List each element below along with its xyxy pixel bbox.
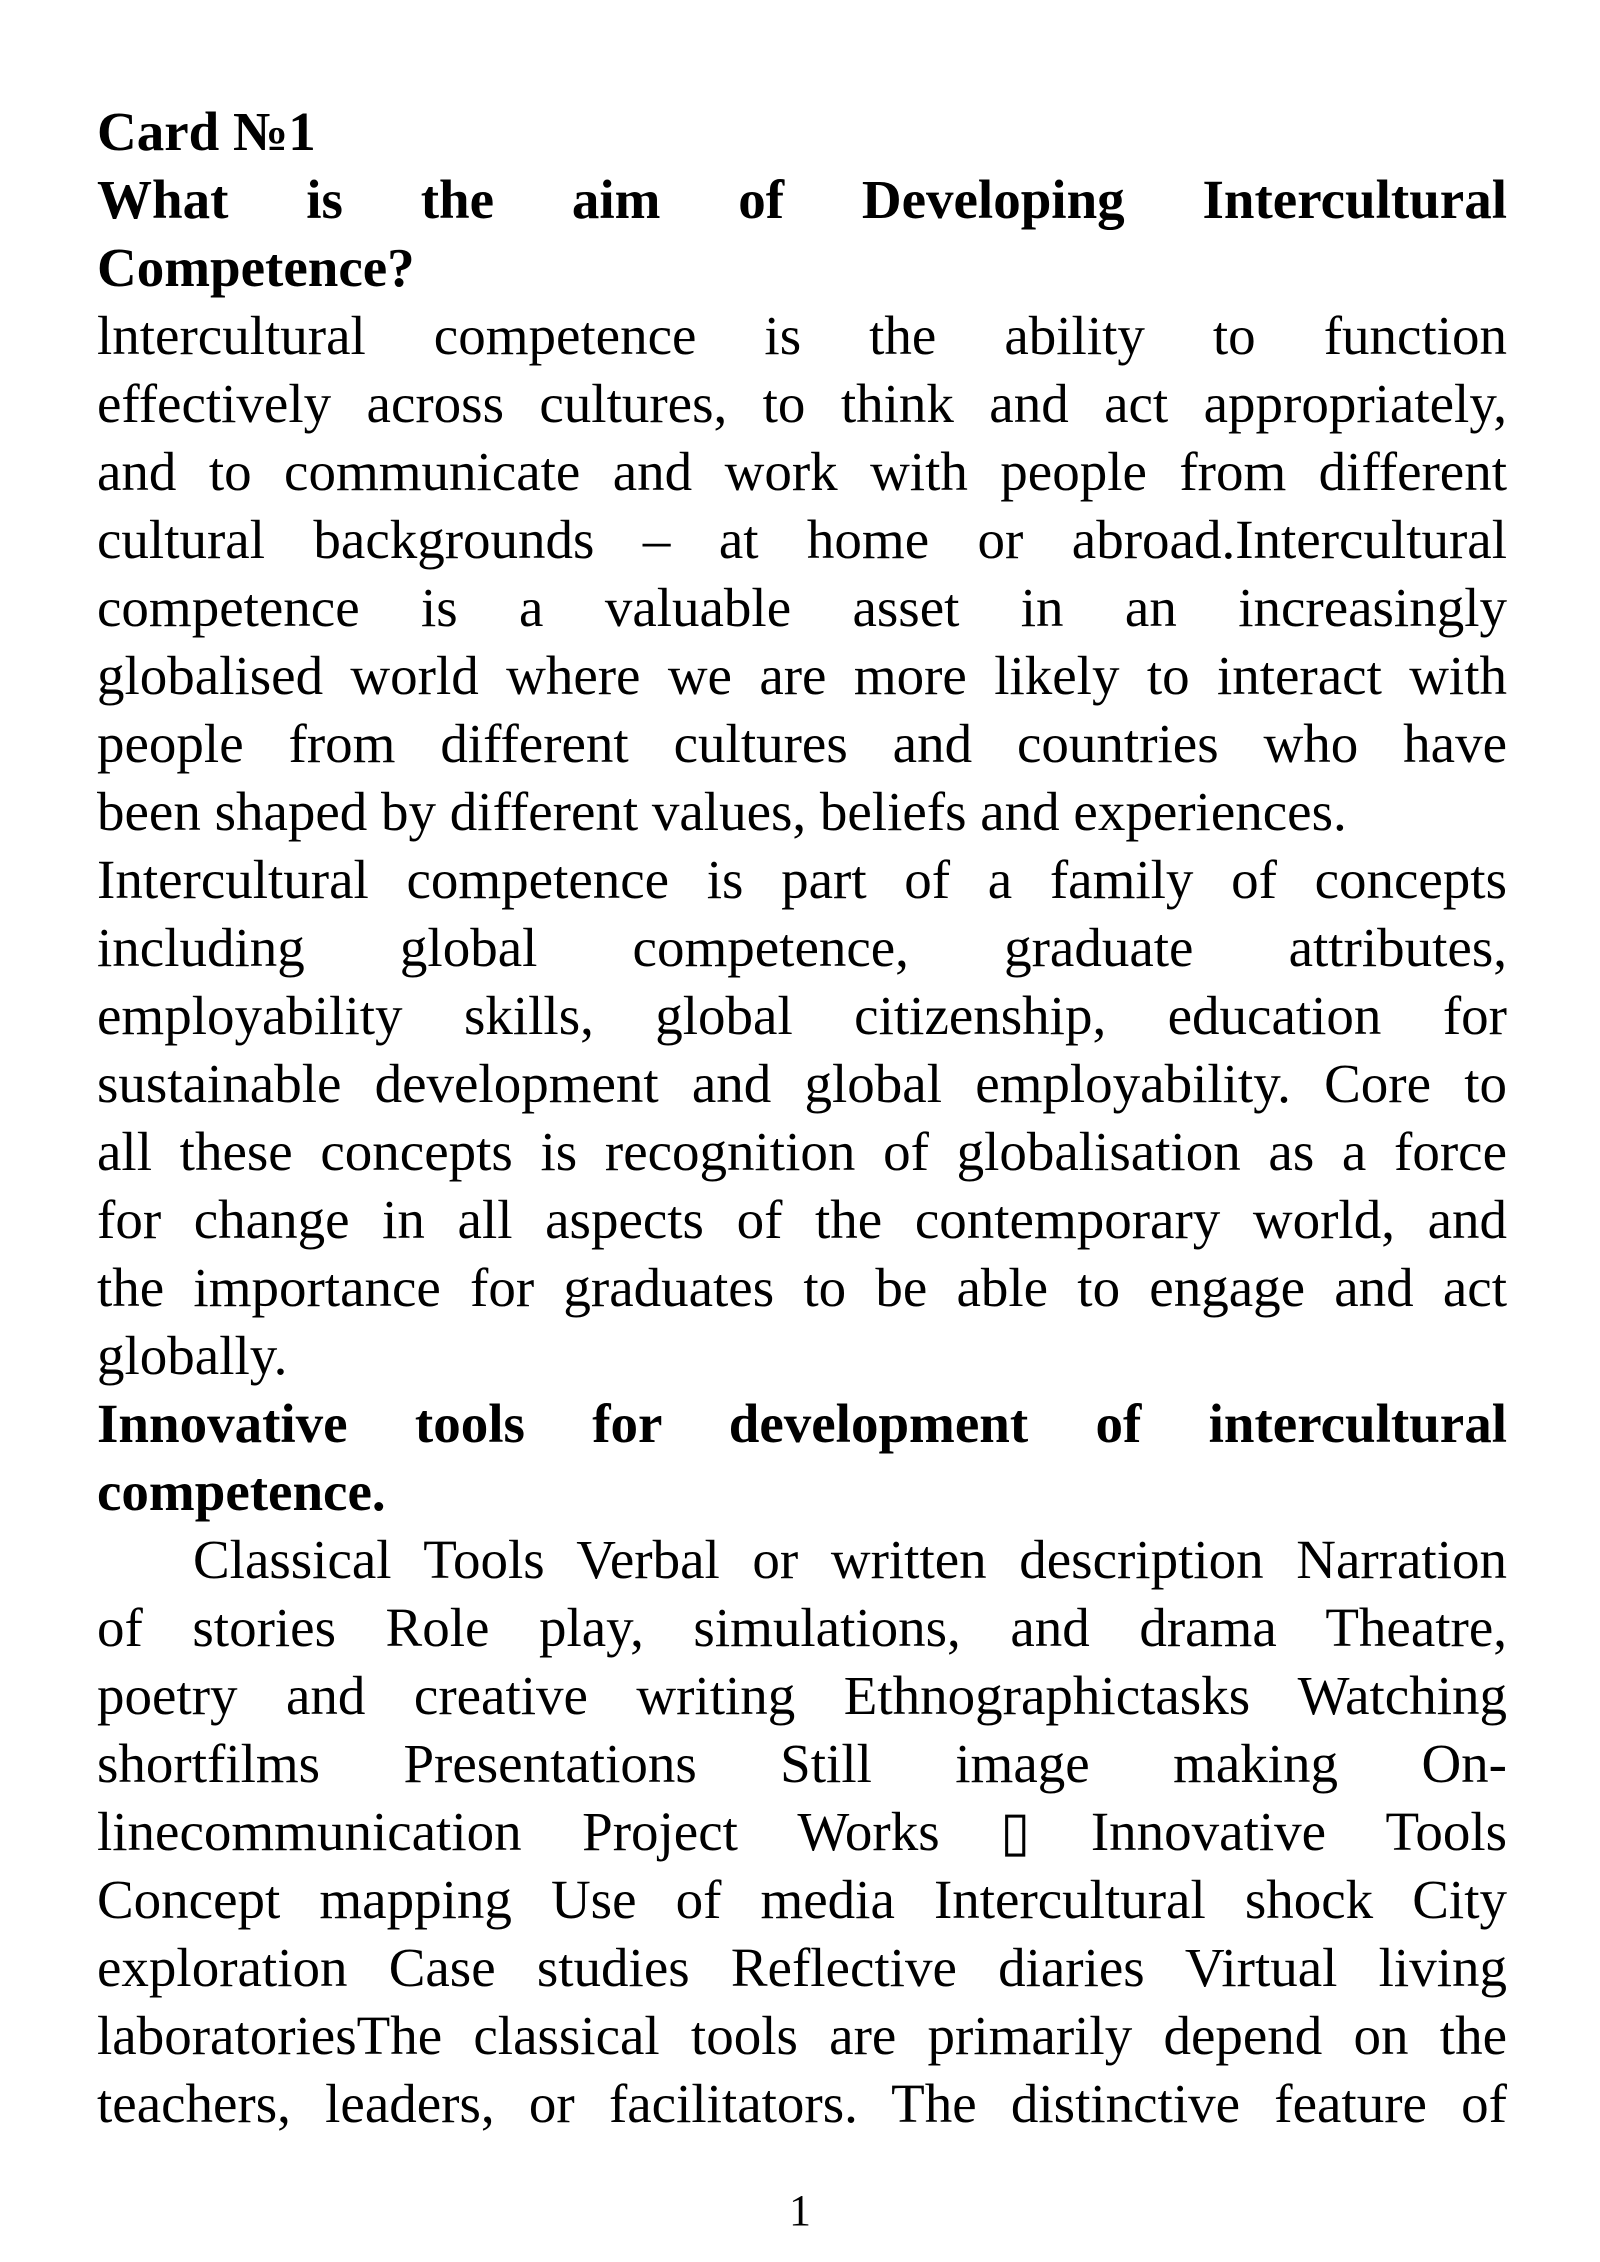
- heading-line: Competence?: [97, 237, 415, 298]
- text-line: the importance for graduates to be able to engage and act: [97, 1257, 1507, 1318]
- page-number: 1: [789, 2186, 811, 2235]
- text-line: including global competence, graduate attributes,: [97, 917, 1507, 978]
- text-line: Classical Tools Verbal or written description Narration: [193, 1529, 1507, 1590]
- text-line: poetry and creative writing Ethnographictasks Watching: [97, 1665, 1507, 1726]
- heading-line: Innovative tools for development of intercultural: [97, 1393, 1507, 1454]
- heading-line: What is the aim of Developing Intercultural: [97, 169, 1507, 230]
- card-title: Card №1: [97, 101, 316, 162]
- text-line: linecommunication Project Works ▯ Innovative Tools: [97, 1801, 1507, 1862]
- text-line: globalised world where we are more likely to interact with: [97, 645, 1507, 706]
- text-line: competence is a valuable asset in an increasingly: [97, 577, 1507, 638]
- text-line: teachers, leaders, or facilitators. The distinctive feature of: [97, 2073, 1507, 2134]
- paragraph-concepts: [97, 846, 1507, 1390]
- text-line: people from different cultures and countries who have: [97, 713, 1507, 774]
- paragraph-tools: [97, 1526, 1507, 2138]
- paragraph-definition: [97, 302, 1507, 846]
- heading-aim: [97, 166, 1507, 302]
- text-line: lntercultural competence is the ability to function: [97, 305, 1507, 366]
- text-line: for change in all aspects of the contemporary world, and: [97, 1189, 1507, 1250]
- text-line: of stories Role play, simulations, and drama Theatre,: [97, 1597, 1507, 1658]
- text-line: globally.: [97, 1325, 288, 1386]
- text-line: all these concepts is recognition of globalisation as a force: [97, 1121, 1507, 1182]
- text-line: Concept mapping Use of media Intercultural shock City: [97, 1869, 1507, 1930]
- text-line: employability skills, global citizenship, education for: [97, 985, 1507, 1046]
- text-line: effectively across cultures, to think and act appropriately,: [97, 373, 1507, 434]
- heading-line: competence.: [97, 1461, 386, 1522]
- text-line: laboratoriesThe classical tools are primarily depend on the: [97, 2005, 1507, 2066]
- text-line: sustainable development and global employability. Core to: [97, 1053, 1507, 1114]
- text-line: been shaped by different values, beliefs and experiences.: [97, 781, 1347, 842]
- page-content: [97, 98, 1507, 2138]
- text-line: cultural backgrounds – at home or abroad.Intercultural: [97, 509, 1507, 570]
- text-line: Intercultural competence is part of a family of concepts: [97, 849, 1507, 910]
- text-line: and to communicate and work with people from different: [97, 441, 1507, 502]
- text-line: shortfilms Presentations Still image making On-: [97, 1733, 1507, 1794]
- heading-tools: [97, 1390, 1507, 1526]
- text-line: exploration Case studies Reflective diaries Virtual living: [97, 1937, 1507, 1998]
